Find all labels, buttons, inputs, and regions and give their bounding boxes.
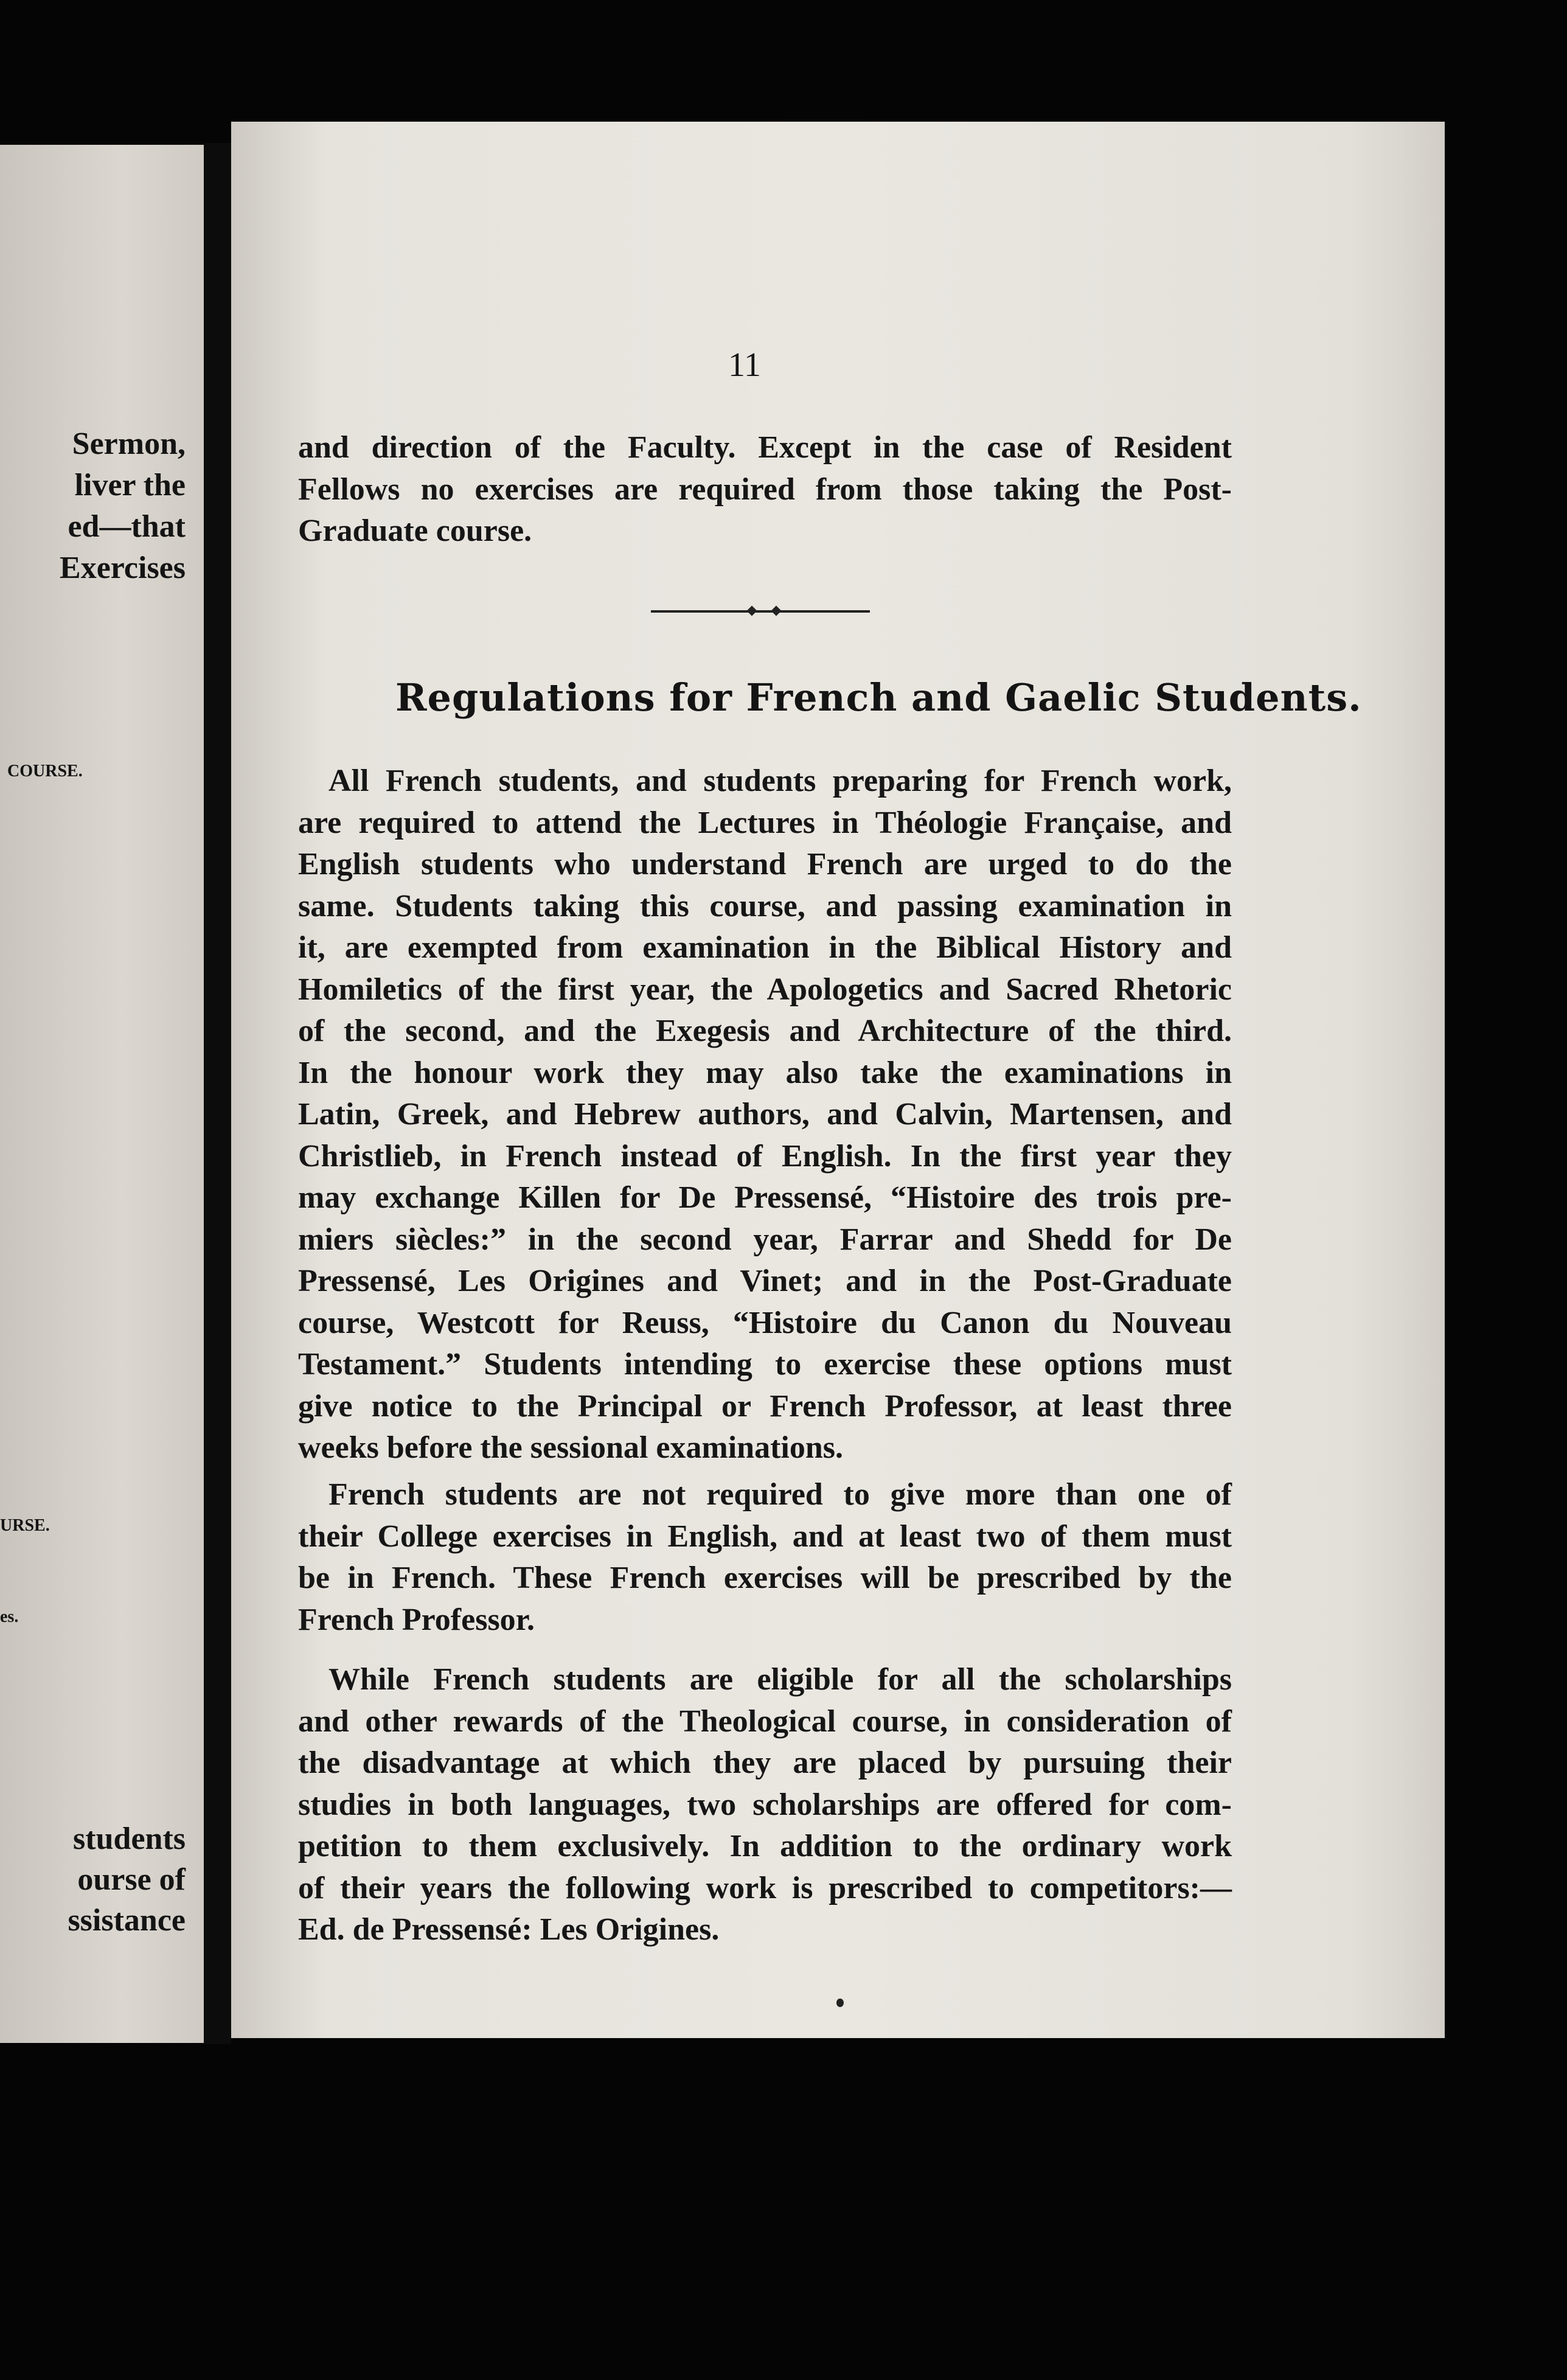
text-line: give notice to the Principal or French Professor, at least three (298, 1388, 1232, 1424)
text-line: same. Students taking this course, and passing examination in (298, 888, 1232, 924)
text-line: Ed. de Pressensé: Les Origines. (298, 1912, 720, 1947)
text-line: weeks before the sessional examinations. (298, 1430, 844, 1465)
text-line: petition to them exclusively. In addition to the ordinary work (298, 1829, 1232, 1863)
text-line: studies in both languages, two scholarships are offered for com- (298, 1787, 1232, 1822)
text-line: French students are not required to give more than one of (328, 1477, 1232, 1512)
left-page-label: URSE. (0, 1516, 50, 1535)
text-line: be in French. These French exercises will be prescribed by the (298, 1561, 1232, 1595)
text-line: French Professor. (298, 1602, 535, 1637)
text-line: it, are exempted from examination in the Biblical History and (298, 930, 1232, 965)
left-page-line: students (73, 1822, 186, 1856)
left-page-label: COURSE. (7, 762, 83, 781)
text-line: Fellows no exercises are required from those taking the Post- (298, 471, 1232, 507)
text-line: may exchange Killen for De Pressensé, “Histoire des trois pre- (298, 1180, 1232, 1215)
left-page-line: Sermon, (72, 426, 186, 461)
text-line: their College exercises in English, and at least two of them must (298, 1519, 1232, 1554)
text-line: and other rewards of the Theological course, in consideration of (298, 1703, 1232, 1739)
left-page-label: es. (0, 1607, 19, 1626)
text-line: Testament.” Students intending to exercise these options must (298, 1347, 1232, 1382)
text-line: the disadvantage at which they are placed by pursuing their (298, 1745, 1232, 1780)
text-line: of the second, and the Exegesis and Architecture of the third. (298, 1014, 1232, 1048)
left-page-line: ed—that (68, 509, 186, 544)
text-line: Pressensé, Les Origines and Vinet; and in the Post-Graduate (298, 1264, 1232, 1298)
paragraph-french-students (298, 760, 1232, 1469)
left-page-line: Exercises (60, 551, 186, 585)
paragraph-scholarships (298, 1659, 1232, 1951)
text-line: Christlieb, in French instead of English. In the first year they (298, 1138, 1232, 1174)
paragraph-exercises (298, 1474, 1232, 1641)
text-line: course, Westcott for Reuss, “Histoire du Canon du Nouveau (298, 1305, 1232, 1340)
book-gutter (204, 143, 231, 2044)
left-page-fragment (0, 145, 204, 2043)
text-line: are required to attend the Lectures in Théologie Française, and (298, 805, 1232, 840)
text-line: and direction of the Faculty. Except in the case of Resident (298, 430, 1232, 465)
text-line: Graduate course. (298, 513, 532, 548)
left-page-line: ssistance (68, 1903, 186, 1938)
text-line: Homiletics of the first year, the Apologetics and Sacred Rhetoric (298, 972, 1232, 1007)
text-line: All French students, and students preparing for French work, (328, 764, 1232, 798)
text-line: Latin, Greek, and Hebrew authors, and Calvin, Martensen, and (298, 1097, 1232, 1132)
intro-paragraph (298, 427, 1232, 552)
ink-speck (836, 1999, 844, 2007)
text-line: English students who understand French are urged to do the (298, 847, 1232, 882)
left-page-line: ourse of (77, 1862, 186, 1897)
text-line: In the honour work they may also take the examinations in (298, 1055, 1232, 1090)
left-page-line: liver the (74, 468, 186, 503)
page-number: 11 (728, 346, 761, 384)
text-line: While French students are eligible for all the scholarships (328, 1662, 1232, 1697)
text-line: of their years the following work is prescribed to competitors:— (298, 1870, 1232, 1905)
section-heading: Regulations for French and Gaelic Students. (395, 675, 1362, 720)
text-line: miers siècles:” in the second year, Farrar and Shedd for De (298, 1222, 1232, 1257)
ornamental-divider (651, 610, 870, 613)
